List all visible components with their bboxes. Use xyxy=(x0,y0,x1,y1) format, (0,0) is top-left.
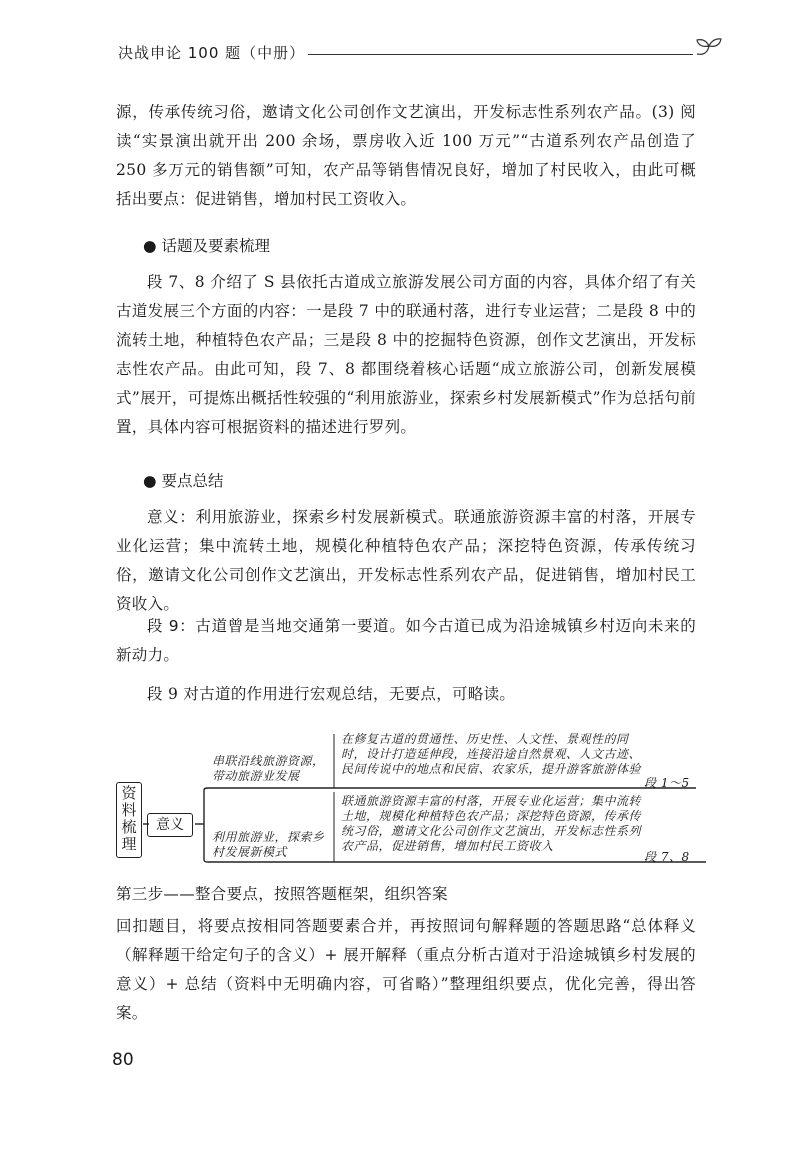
section-heading-topics: ● 话题及要素梳理 xyxy=(143,237,270,255)
header-rule xyxy=(308,54,693,55)
paragraph-section-9: 段 9：古道曾是当地交通第一要道。如今古道已成为沿途城镇乡村迈向未来的新动力。 xyxy=(116,617,696,664)
branch-1-source: 段 1～5 xyxy=(644,776,690,790)
paragraph-summary: 意义：利用旅游业，探索乡村发展新模式。联通旅游资源丰富的村落，开展专业化运营；集中流转土地，规模化种植特色农产品；深挖特色资源，传承传统习俗，邀请文化公司创作文艺演出，开发标志性系列农产品，促进销售，增加村民工资收入。 xyxy=(116,508,696,613)
paragraph-section-9-note: 段 9 对古道的作用进行宏观总结，无要点，可略读。 xyxy=(147,685,516,703)
paragraph-continuation: 源，传承传统习俗，邀请文化公司创作文艺演出，开发标志性系列农产品。(3) 阅读“实景演出就开出 200 余场，票房收入近 100 万元”“古道系列农产品创造了 250 多万元的销售额”可知，农产品等销售情况良好，增加了村民收入，由此可概括出要点：促进销售，增加村民工资收入。 xyxy=(116,103,696,208)
page-number: 80 xyxy=(112,1050,134,1070)
mind-map-diagram xyxy=(116,732,716,872)
branch-2-source: 段 7、8 xyxy=(644,850,690,864)
branch-2-label: 利用旅游业，探索乡村发展新模式 xyxy=(212,830,325,859)
step-three-heading: 第三步——整合要点，按照答题框架，组织答案 xyxy=(116,885,448,903)
branch-1-detail: 在修复古道的贯通性、历史性、人文性、景观性的同时，设计打造延伸段，连接沿途自然景观、人文古迹、民间传说中的地点和民宿、农家乐，提升游客旅游体验 xyxy=(341,732,642,776)
section-heading-summary: ● 要点总结 xyxy=(143,472,224,490)
paragraph-analysis: 段 7、8 介绍了 S 县依托古道成立旅游发展公司方面的内容，具体介绍了有关古道发展三个方面的内容：一是段 7 中的联通村落，进行专业运营；二是段 8 中的流转土地，种植特色农产品；三是段 8 中的挖掘特色资源，创作文艺演出，开发标志性农产品。由此可知，段 7、8 都围绕着核心话题“成立旅游公司，创新发展模式”展开，可提炼出概括性较强的“利用旅游业，探索乡村发展新模式”作为总括句前置，具体内容可根据资料的描述进行罗列。 xyxy=(116,273,696,436)
node-meaning: 意义 xyxy=(147,813,193,837)
book-title: 决战申论 100 题（中册） xyxy=(118,44,306,62)
branch-1-label: 串联沿线旅游资源，带动旅游业发展 xyxy=(212,754,325,783)
branch-2-detail: 联通旅游资源丰富的村落，开展专业化运营；集中流转土地，规模化种植特色农产品；深挖特色资源，传承传统习俗，邀请文化公司创作文艺演出，开发标志性系列农产品，促进销售，增加村民工资收入 xyxy=(341,794,642,853)
sprout-icon xyxy=(693,36,725,66)
running-header xyxy=(118,38,718,68)
paragraph-answer-method: 回扣题目，将要点按相同答题要素合并，再按照词句解释题的答题思路“总体释义（解释题干给定句子的含义）+ 展开解释（重点分析古道对于沿途城镇乡村发展的意义）+ 总结（资料中无明确内容，可省略）”整理组织要点，优化完善，得出答案。 xyxy=(116,917,696,1022)
root-node-materials: 资料梳理 xyxy=(116,782,142,858)
